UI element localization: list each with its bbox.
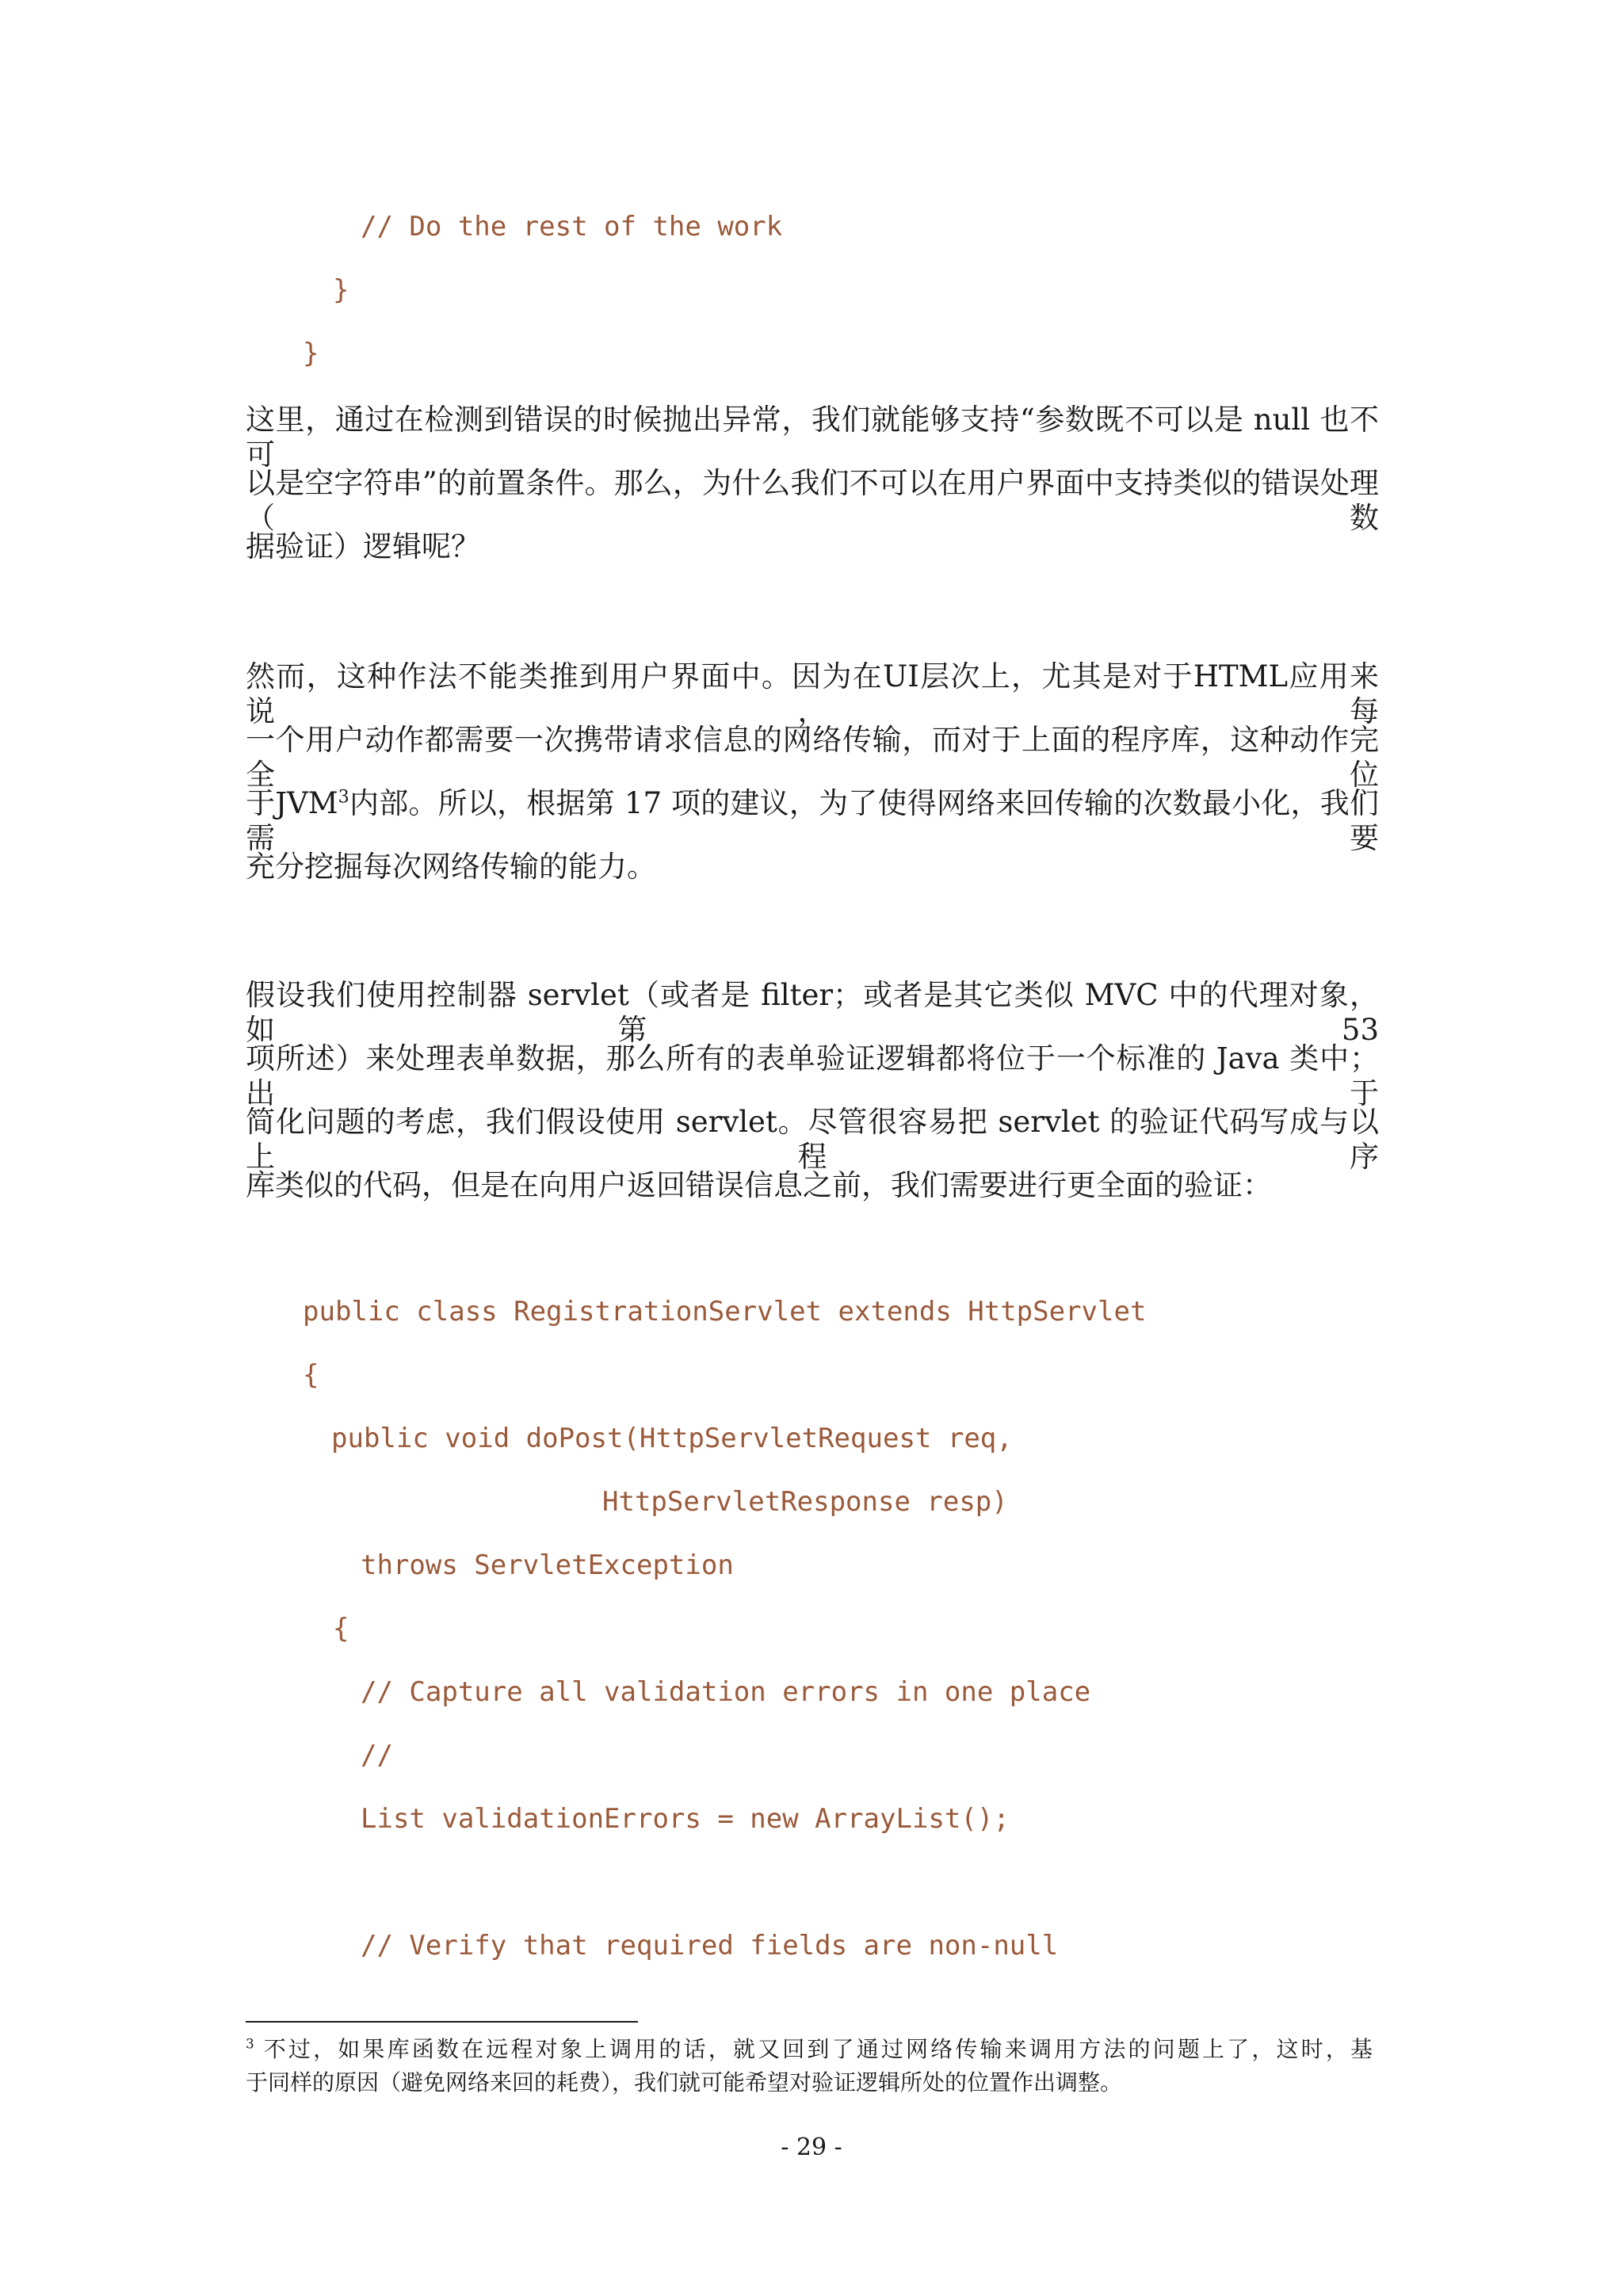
- body-text-line: 简化问题的考虑，我们假设使用 servlet。尽管很容易把 servlet 的验证代码写成与以上程序: [246, 1105, 1379, 1174]
- footnote-marker: 3: [246, 2035, 254, 2052]
- code-line: HttpServletResponse resp): [602, 1486, 1008, 1518]
- code-line: }: [333, 274, 349, 306]
- code-line: // Do the rest of the work: [361, 211, 783, 243]
- body-text-line: 据验证）逻辑呢？: [246, 529, 480, 563]
- code-line: // Capture all validation errors in one place: [361, 1676, 1091, 1708]
- body-text-line: 一个用户动作都需要一次携带请求信息的网络传输，而对于上面的程序库，这种动作完全位: [246, 723, 1379, 792]
- body-text-line: 假设我们使用控制器 servlet（或者是 filter；或者是其它类似 MVC 中的代理对象，如第 53: [246, 978, 1379, 1047]
- code-line: public class RegistrationServlet extends HttpServlet: [303, 1296, 1147, 1328]
- body-text-line: 这里，通过在检测到错误的时候抛出异常，我们就能够支持“参数既不可以是 null 也不可: [246, 403, 1379, 472]
- body-text-line: 然而，这种作法不能类推到用户界面中。因为在UI层次上，尤其是对于HTML应用来说，每: [246, 659, 1379, 728]
- body-text-line: 项所述）来处理表单数据，那么所有的表单验证逻辑都将位于一个标准的 Java 类中；出于: [246, 1041, 1379, 1110]
- code-line: // Verify that required fields are non-null: [361, 1930, 1059, 1962]
- footnote-separator: [246, 2021, 638, 2023]
- code-line: {: [333, 1613, 349, 1645]
- body-text-segment: 于JVM: [246, 786, 338, 820]
- code-line: {: [303, 1359, 319, 1391]
- footnote-text: 不过，如果库函数在远程对象上调用的话，就又回到了通过网络传输来调用方法的问题上了，这时，基: [263, 2036, 1373, 2062]
- body-text-line: 库类似的代码，但是在向用户返回错误信息之前，我们需要进行更全面的验证：: [246, 1168, 1272, 1202]
- footnote-line: [246, 2035, 1373, 2064]
- body-text-segment: 内部。所以，根据第 17 项的建议，为了使得网络来回传输的次数最小化，我们需要: [246, 786, 1379, 855]
- footnote-reference: 3: [338, 786, 349, 808]
- page-number: - 29 -: [781, 2134, 842, 2161]
- body-text-line: [246, 786, 1379, 856]
- code-line: public void doPost(HttpServletRequest req,: [331, 1423, 1013, 1454]
- code-line: List validationErrors = new ArrayList();: [361, 1803, 1010, 1835]
- code-line: }: [303, 338, 319, 369]
- body-text-line: 以是空字符串”的前置条件。那么，为什么我们不可以在用户界面中支持类似的错误处理（数: [246, 466, 1379, 535]
- body-text-line: 充分挖掘每次网络传输的能力。: [246, 850, 656, 884]
- footnote-line: 于同样的原因（避免网络来回的耗费），我们就可能希望对验证逻辑所处的位置作出调整。: [246, 2069, 1123, 2095]
- code-line: throws ServletException: [361, 1549, 734, 1581]
- code-line: //: [361, 1740, 393, 1771]
